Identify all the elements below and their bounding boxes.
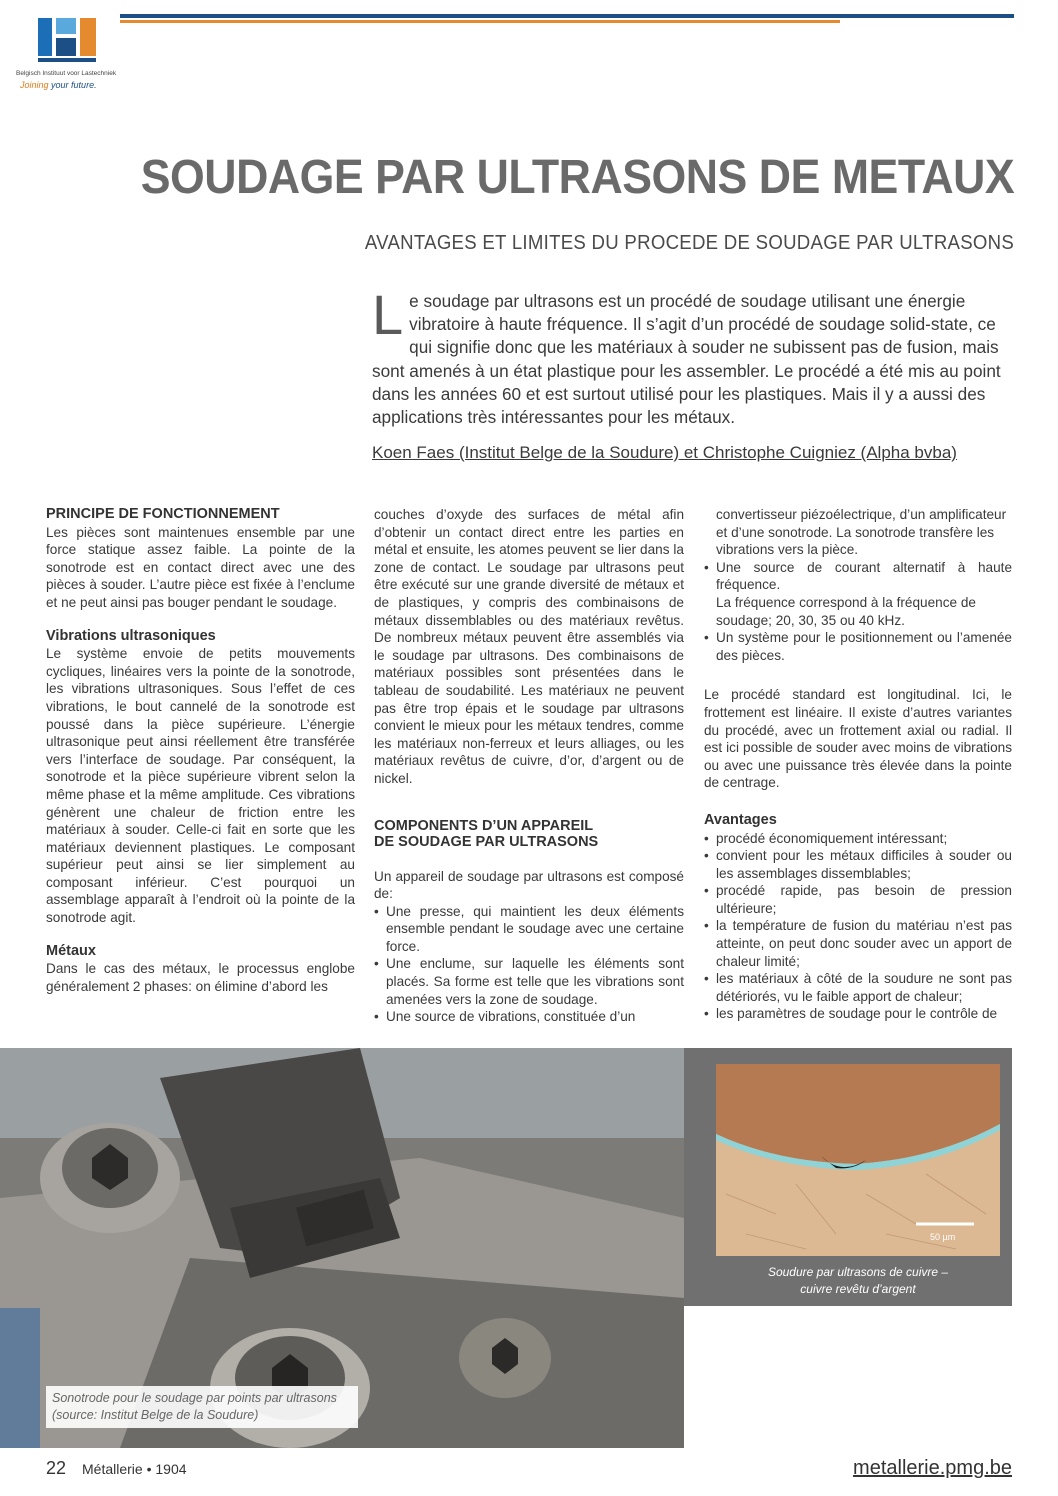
list-item: • Une source de courant alternatif à haute fréquence. [704, 559, 1012, 594]
heading-components [374, 818, 684, 850]
list-item: • les paramètres de soudage pour le contrôle de [704, 1005, 1012, 1023]
column-3 [704, 506, 1012, 1023]
column-1 [46, 506, 355, 995]
paragraph-principe: Les pièces sont maintenues ensemble par une force statique assez faible. La pointe de la sonotrode est en contact direct avec une des pièces à souder. L’autre pièce est fixée à l’enclume et ne peut ainsi pas bouger pendant le soudage. [46, 524, 355, 610]
heading-components-line2: DE SOUDAGE PAR ULTRASONS [374, 833, 599, 850]
list-item-continued: convertisseur piézoélectrique, d’un amplificateur et d’une sonotrode. La sonotrode transfère les vibrations vers la pièce. [716, 507, 1007, 558]
heading-principe: PRINCIPE DE FONCTIONNEMENT [46, 506, 280, 522]
intro-dropcap: L [372, 283, 404, 346]
list-item: • procédé économiquement intéressant; [704, 830, 1012, 848]
header-rule-blue [120, 14, 1014, 18]
heading-components-line1: COMPONENTS D’UN APPAREIL [374, 817, 594, 834]
paragraph-procede: Le procédé standard est longitudinal. Ici, le frottement est linéaire. Il existe d’autres variantes du procédé, avec un frottement axial ou radial. Il est ici possible de souder avec moins de vibrations ou avec une puissance très élevée dans la pointe de centrage. [704, 687, 1012, 791]
article-subtitle: AVANTAGES ET LIMITES DU PROCEDE DE SOUDAGE PAR ULTRASONS [364, 232, 1014, 254]
micrograph-illustration [716, 1064, 1000, 1256]
column-2 [374, 506, 684, 1026]
paragraph-metaux: Dans le cas des métaux, le processus englobe généralement 2 phases: on élimine d’abord les [46, 961, 355, 994]
page-number: 22 [46, 1458, 67, 1478]
micrograph-caption-line1: Soudure par ultrasons de cuivre – [767, 1265, 949, 1279]
logo-institute-name: Belgisch Instituut voor Lastechniek [16, 70, 117, 77]
micrograph-scale-label: 50 µm [930, 1232, 956, 1242]
logo [16, 14, 126, 94]
micrograph [716, 1064, 1000, 1256]
header-rule-orange [120, 20, 840, 23]
list-item: • les matériaux à côté de la soudure ne sont pas détériorés, vu le faible apport de chaleur; [704, 970, 1012, 1005]
paragraph-components: Un appareil de soudage par ultrasons est composé de: [374, 868, 684, 902]
magazine-issue: Métallerie • 1904 [82, 1461, 187, 1477]
paragraph-metaux-cont: couches d’oxyde des surfaces de métal afin d’obtenir un contact direct entre les parties en métal et ensuite, les atomes peuvent se lier dans la zone de contact. Le soudage par ultrasons peut être exécuté sur une grande diversité de métaux et de plastiques, y compris des combinaisons de métaux dissemblables ou des matériaux revêtus. De nombreux métaux peuvent être assemblés via le soudage par ultrasons. Des combinaisons de matériaux possibles sont présentées dans le tableau de soudabilité. Les matériaux ne peuvent pas être trop épais et le soudage par ultrasons convient le mieux pour les métaux tendres, comme les matériaux non-ferreux et leurs alliages, ou les matériaux revêtus de cuivre, d’or, d’argent ou de nickel. [374, 507, 684, 786]
intro-paragraph [372, 283, 1012, 429]
intro-text: e soudage par ultrasons est un procédé de soudage utilisant une énergie vibratoire à haute fréquence. Il s’agit d’un procédé de soudage solid-state, ce qui signifie donc que les matériaux à souder ne subissent pas de fusion, mais sont amenés à un état plastique pour les assembler. Le procédé a été mis au point dans les années 60 et est surtout utilisé pour les plastiques. Mais il y a aussi des applications très intéressantes pour les métaux. [372, 291, 1001, 428]
heading-avantages: Avantages [704, 811, 777, 828]
micrograph-caption-line2: cuivre revêtu d’argent [800, 1282, 916, 1296]
list-item: • convient pour les métaux difficiles à souder ou les assemblages dissemblables; [704, 847, 1012, 882]
article-authors: Koen Faes (Institut Belge de la Soudure) et Christophe Cuigniez (Alpha bvba) [372, 443, 957, 462]
frequency-note: La fréquence correspond à la fréquence de soudage; 20, 30, 35 ou 40 kHz. [716, 594, 976, 628]
photo-caption-line1: Sonotrode pour le soudage par points par ultrasons [52, 1391, 337, 1405]
article-title: SOUDAGE PAR ULTRASONS DE METAUX [140, 151, 1014, 204]
heading-metaux: Métaux [46, 942, 96, 959]
photo-caption-line2: (source: Institut Belge de la Soudure) [52, 1408, 259, 1422]
list-item: • Une source de vibrations, constituée d’un [374, 1008, 684, 1026]
logo-tagline-b: your future. [51, 80, 97, 90]
paragraph-vibrations: Le système envoie de petits mouvements cycliques, linéaires vers la pointe de la sonotrode, les vibrations ultrasoniques. Sous l’effet de ces vibrations, le bout cannelé de la sonotrode est poussé dans la pièce supérieure. L’énergie ultrasonique peut ainsi réellement être transférée vers l’interface de soudage. Par conséquent, la sonotrode et la pièce supérieure vibrent selon la même phase et la même amplitude. Ces vibrations génèrent une chaleur de friction entre les matériaux à souder. Celle-ci fait en sorte que les matériaux deviennent plastiques. Le composant supérieur peut ainsi se lier simplement au composant inférieur. C’est pourquoi un assemblage apparaît à l’endroit où la pointe de la sonotrode agit. [46, 646, 355, 926]
micrograph-caption [716, 1264, 1000, 1298]
logo-tagline-a: Joining [20, 80, 49, 90]
bil-logo-mark [34, 14, 100, 66]
heading-vibrations: Vibrations ultrasoniques [46, 627, 216, 644]
list-item: • Un système pour le positionnement ou l’amenée des pièces. [704, 629, 1012, 664]
photo-caption [46, 1386, 358, 1428]
list-item: • Une presse, qui maintient les deux éléments ensemble pendant le soudage avec une certaine force. [374, 903, 684, 956]
list-item: • procédé rapide, pas besoin de pression ultérieure; [704, 882, 1012, 917]
logo-tagline [20, 80, 97, 90]
website-link[interactable]: metallerie.pmg.be [853, 1457, 1012, 1479]
list-item: • Une enclume, sur laquelle les éléments sont placés. Sa forme est telle que les vibrations sont amenées vers la zone de soudage. [374, 955, 684, 1008]
list-item: • la température de fusion du matériau n’est pas atteinte, on peut donc souder avec un apport de chaleur limité; [704, 917, 1012, 970]
